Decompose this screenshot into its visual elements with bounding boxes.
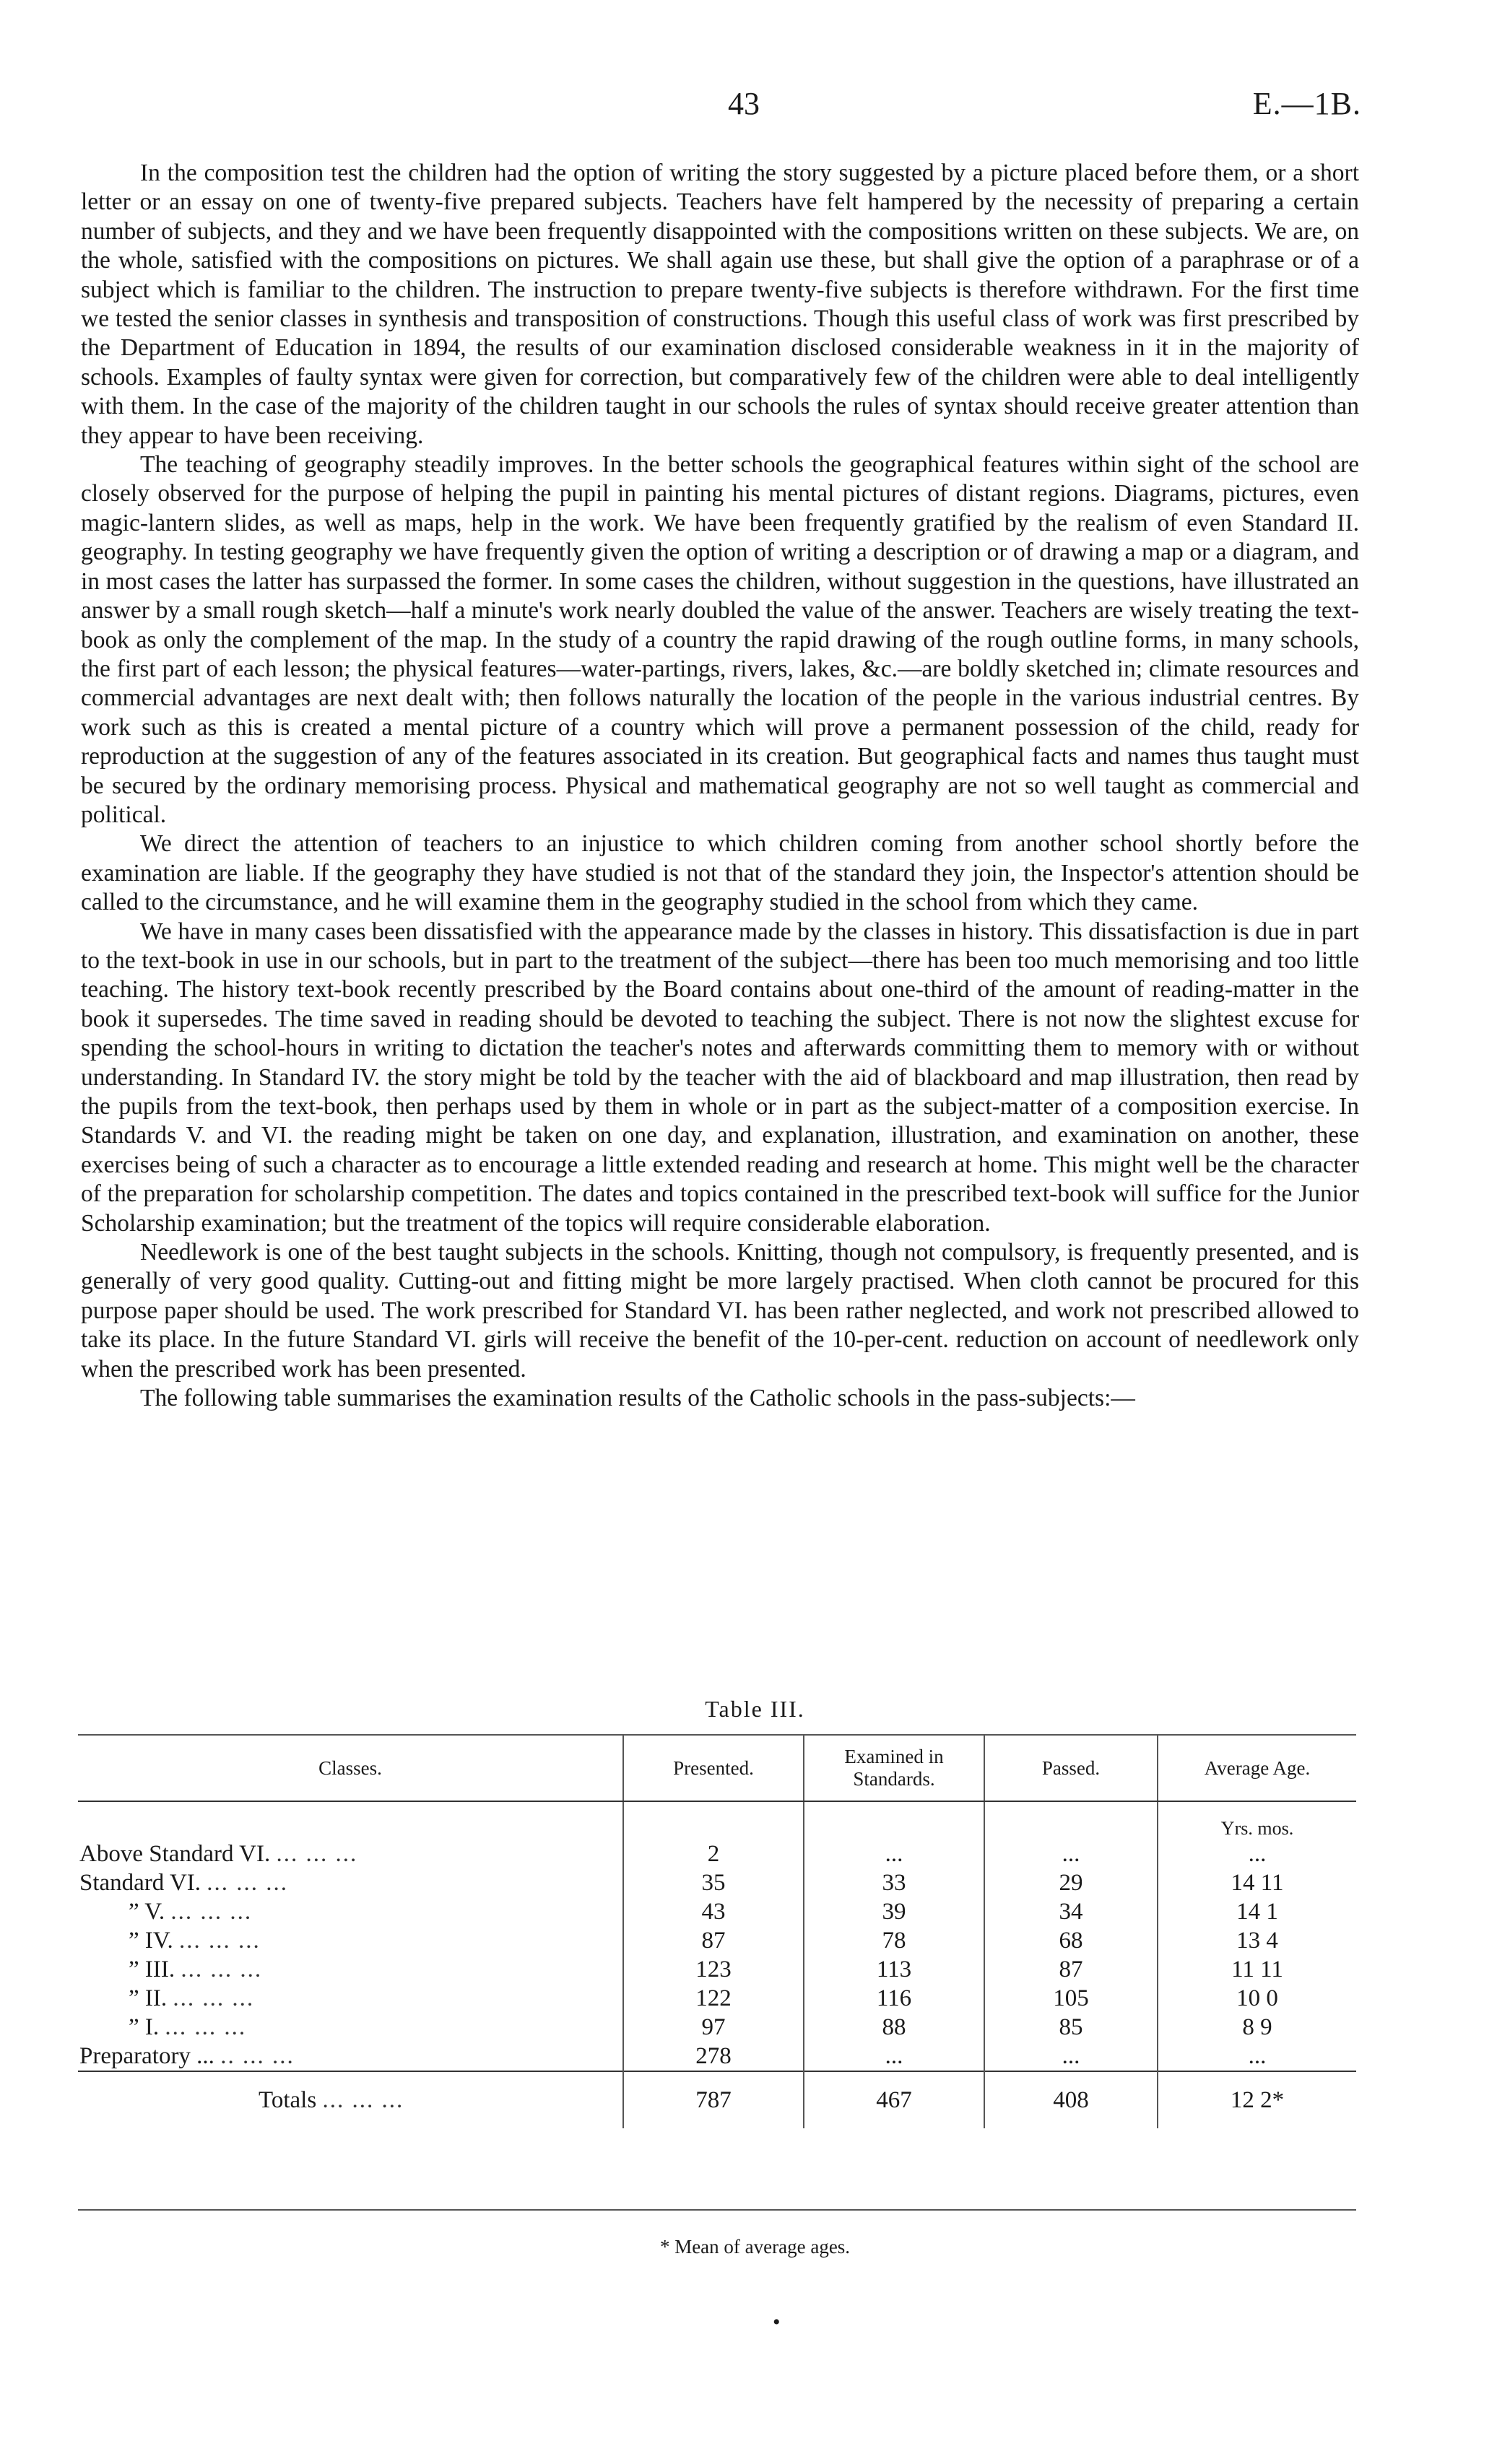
- passed-cell: 105: [984, 1984, 1158, 2013]
- table-bottom-rule: [78, 2209, 1356, 2211]
- examined-cell: ...: [804, 2042, 984, 2071]
- passed-cell: 68: [984, 1926, 1158, 1955]
- table-row: [78, 2013, 1356, 2042]
- paragraph-needlework: Needlework is one of the best taught subjects in the schools. Knitting, though not compulsory, is frequently presented, and is generally of very good quality. Cutting-out and fitting might be more largely practised. When cloth cannot be procured for this purpose paper should be used. The work prescribed for Standard VI. has been rather neglected, and work not prescribed allowed to take its place. In the future Standard VI. girls will receive the benefit of the 10-per-cent. reduction on account of needlework only when the prescribed work has been presented.: [81, 1239, 1359, 1383]
- row-class-cell: Preparatory ... .. ... ...: [79, 2042, 295, 2069]
- header-presented: Presented.: [623, 1735, 804, 1801]
- table-row: [78, 1955, 1356, 1984]
- paragraph-geography: The teaching of geography steadily improves. In the better schools the geographical features within sight of the school are closely observed for the purpose of helping the pupil in painting his mental pictures of distant regions. Diagrams, pictures, even magic-lantern slides, as well as maps, help in the work. We have been frequently gratified by the realism of even Standard II. geography. In testing geography we have frequently given the option of writing a description or of drawing a map or a diagram, and in most cases the latter has surpassed the former. In some cases the children, without suggestion in the questions, have illustrated an answer by a small rough sketch—half a minute's work nearly doubled the value of the answer. Teachers are wisely treating the text-book as only the complement of the map. In the study of a country the rapid drawing of the rough outline forms, in many schools, the first part of each lesson; the physical features—water-partings, rivers, lakes, &c.—are boldly sketched in; climate resources and commercial advantages are next dealt with; then follows naturally the location of the people in the various industrial centres. By work such as this is created a mental picture of a country which will prove a permanent possession of the child, ready for reproduction at the suggestion of any of the features associated in its creation. But geographical facts and names thus taught must be secured by the ordinary memorising process. Physical and mathematical geography are not so well taught as commercial and political.: [81, 451, 1359, 828]
- totals-row: [78, 2071, 1356, 2128]
- results-table: [78, 1734, 1356, 2128]
- row-class-cell: ” I. ... ... ...: [129, 2014, 247, 2040]
- examined-cell: 78: [804, 1926, 984, 1955]
- examined-cell: 39: [804, 1897, 984, 1926]
- header-examined: Examined in Standards.: [804, 1735, 984, 1801]
- presented-cell: 122: [623, 1984, 804, 2013]
- presented-cell: 97: [623, 2013, 804, 2042]
- presented-cell: 2: [623, 1840, 804, 1868]
- examined-cell: 88: [804, 2013, 984, 2042]
- examined-cell: 33: [804, 1868, 984, 1897]
- presented-cell: 278: [623, 2042, 804, 2071]
- paragraph-table-intro: The following table summarises the examination results of the Catholic schools in the pass-subjects:—: [140, 1385, 1135, 1412]
- presented-cell: 87: [623, 1926, 804, 1955]
- bullet-mark: •: [773, 2310, 781, 2334]
- age-cell: ...: [1158, 1840, 1356, 1868]
- presented-cell: 43: [623, 1897, 804, 1926]
- paragraph-transfer-injustice: We direct the attention of teachers to an injustice to which children coming from another school shortly before the examination are liable. If the geography they have studied is not that of the standard they join, the Inspector's attention should be called to the circumstance, and he will examine them in the geography studied in the school from which they came.: [81, 830, 1359, 916]
- passed-cell: 87: [984, 1955, 1158, 1984]
- age-cell: 14 1: [1158, 1897, 1356, 1926]
- examined-cell: ...: [804, 1840, 984, 1868]
- table-row: [78, 1868, 1356, 1897]
- age-cell: 13 4: [1158, 1926, 1356, 1955]
- totals-age: 12 2*: [1158, 2071, 1356, 2128]
- age-cell: 10 0: [1158, 1984, 1356, 2013]
- totals-examined: 467: [804, 2071, 984, 2128]
- body-text: [81, 159, 1359, 1413]
- totals-passed: 408: [984, 2071, 1158, 2128]
- document-reference: E.—1B.: [1252, 86, 1361, 121]
- age-cell: 14 11: [1158, 1868, 1356, 1897]
- table-row: [78, 1840, 1356, 1868]
- table-caption: Table III.: [705, 1696, 805, 1722]
- age-unit-row: [78, 1801, 1356, 1840]
- passed-cell: ...: [984, 2042, 1158, 2071]
- examined-cell: 116: [804, 1984, 984, 2013]
- examined-cell: 113: [804, 1955, 984, 1984]
- age-cell: 8 9: [1158, 2013, 1356, 2042]
- passed-cell: ...: [984, 1840, 1158, 1868]
- table-row: [78, 1984, 1356, 2013]
- paragraph-composition: In the composition test the children had the option of writing the story suggested by a picture placed before them, or a short letter or an essay on one of twenty-five prepared subjects. Teachers have felt hampered by the necessity of preparing a certain number of subjects, and they and we have been frequently disappointed with the compositions written on these subjects. We are, on the whole, satisfied with the compositions on pictures. We shall again use these, but shall give the option of a paraphrase or of a subject which is familiar to the children. The instruction to prepare twenty-five subjects is therefore withdrawn. For the first time we tested the senior classes in synthesis and transposition of constructions. Though this useful class of work was first prescribed by the Department of Education in 1894, the results of our examination disclosed considerable weakness in it in the majority of schools. Examples of faulty syntax were given for correction, but comparatively few of the children were able to deal intelligently with them. In the case of the majority of the children taught in our schools the rules of syntax should receive greater attention than they appear to have been receiving.: [81, 160, 1359, 449]
- row-class-cell: Above Standard VI. ... ... ...: [79, 1840, 358, 1867]
- row-class-cell: ” V. ... ... ...: [129, 1898, 253, 1925]
- presented-cell: 35: [623, 1868, 804, 1897]
- totals-presented: 787: [623, 2071, 804, 2128]
- age-cell: 11 11: [1158, 1955, 1356, 1984]
- header-classes: Classes.: [78, 1735, 623, 1801]
- row-class-cell: ” II. ... ... ...: [129, 1985, 255, 2011]
- presented-cell: 123: [623, 1955, 804, 1984]
- table-header-row: [78, 1735, 1356, 1801]
- passed-cell: 29: [984, 1868, 1158, 1897]
- passed-cell: 34: [984, 1897, 1158, 1926]
- table-row: [78, 2042, 1356, 2071]
- header-passed: Passed.: [984, 1735, 1158, 1801]
- row-class-cell: Standard VI. ... ... ...: [79, 1869, 289, 1896]
- age-unit: Yrs. mos.: [1158, 1801, 1356, 1840]
- row-class-cell: ” IV. ... ... ...: [129, 1927, 261, 1954]
- totals-label-cell: Totals ... ... ...: [78, 2071, 623, 2128]
- header-average-age: Average Age.: [1158, 1735, 1356, 1801]
- passed-cell: 85: [984, 2013, 1158, 2042]
- table-row: [78, 1897, 1356, 1926]
- table-row: [78, 1926, 1356, 1955]
- paragraph-history: We have in many cases been dissatisfied with the appearance made by the classes in history. This dissatisfaction is due in part to the text-book in use in our schools, but in part to the treatment of the subject—there has been too much memorising and too little teaching. The history text-book recently prescribed by the Board contains about one-third of the amount of reading-matter in the book it supersedes. The time saved in reading should be devoted to teaching the subject. There is not now the slightest excuse for spending the school-hours in writing to dictation the teacher's notes and afterwards committing them to memory with or without understanding. In Standard IV. the story might be told by the teacher with the aid of blackboard and map illustration, then read by the pupils from the text-book, then perhaps used by them in whole or in part as the subject-matter of a composition exercise. In Standards V. and VI. the reading might be taken on one day, and explanation, illustration, and examination on another, these exercises being of such a character as to encourage a little extended reading and research at home. This might well be the character of the preparation for scholarship competition. The dates and topics contained in the prescribed text-book will suffice for the Junior Scholarship examination; but the treatment of the topics will require considerable elaboration.: [81, 918, 1359, 1237]
- page-number: 43: [728, 86, 760, 121]
- age-cell: ...: [1158, 2042, 1356, 2071]
- row-class-cell: ” III. ... ... ...: [129, 1956, 263, 1982]
- footnote: * Mean of average ages.: [659, 2236, 851, 2258]
